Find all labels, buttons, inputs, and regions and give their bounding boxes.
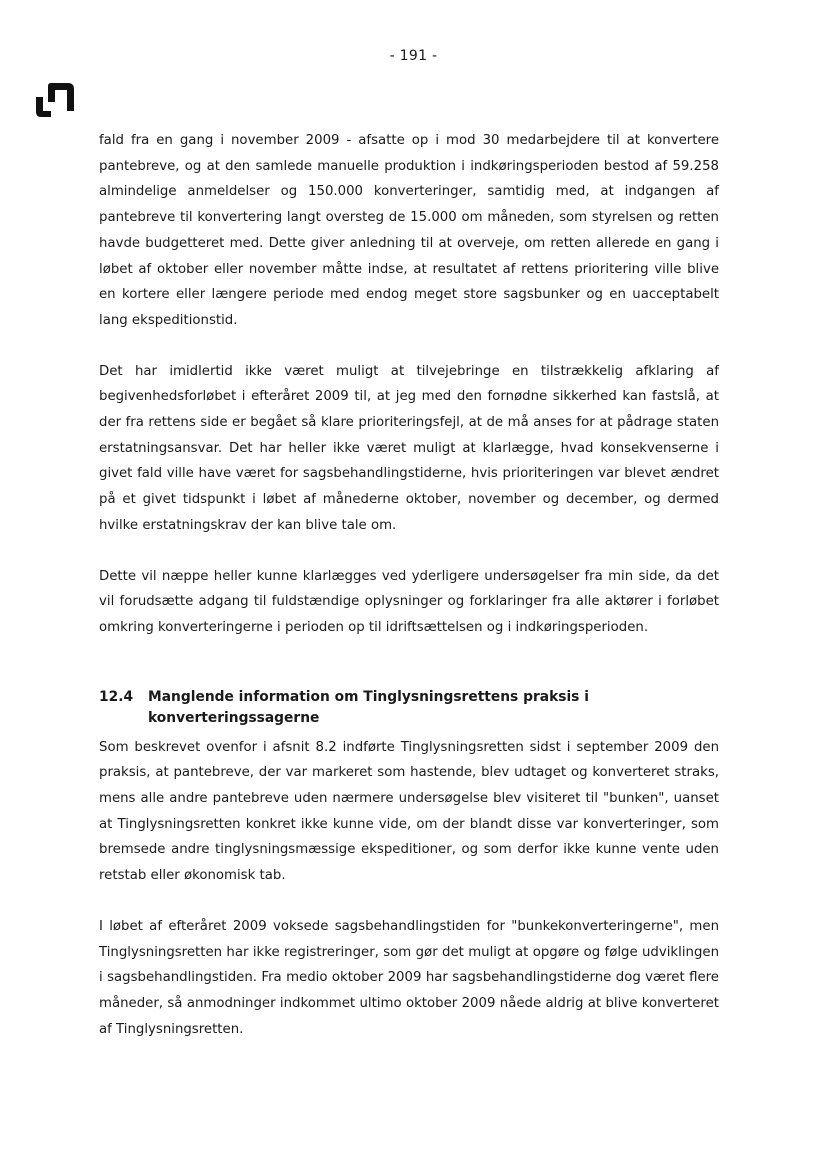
section-heading (99, 687, 719, 729)
main-text (99, 128, 719, 1042)
body-paragraph-2: Det har imidlertid ikke været muligt at tilvejebringe en tilstrækkelig afklaring af begivenhedsforløbet i efteråret 2009 til, at jeg med den fornødne sikkerhed kan fastslå, at der fra rettens side er begået så klare prioriteringsfejl, at de må anses for at pådrage staten erstatningsansvar. Det har heller ikke været muligt at klarlægge, hvad konsekvenserne i givet fald ville have været for sagsbehandlingstiderne, hvis prioriteringen var blevet ændret på et givet tidspunkt i løbet af månederne oktober, november og december, og dermed hvilke erstatningskrav der kan blive tale om. (99, 363, 719, 533)
section-title: Manglende information om Tinglysningsrettens praksis i konverteringssagerne (148, 688, 589, 726)
section-number: 12.4 (99, 688, 134, 705)
body-paragraph-3: Dette vil næppe heller kunne klarlægges ved yderligere undersøgelser fra min side, da det vil forudsætte adgang til fuldstændige oplysninger og forklaringer fra alle aktører i forløbet omkring konverteringerne i perioden op til idriftsættelsen og i indkøringsperioden. (99, 568, 719, 635)
body-paragraph-1: fald fra en gang i november 2009 - afsatte op i mod 30 medarbejdere til at konvertere pantebreve, og at den samlede manuelle produktion i indkøringsperioden bestod af 59.258 almindelige anmeldelser og 150.000 konverteringer, samtidig med, at indgangen af pantebreve til konvertering langt oversteg de 15.000 om måneden, som styrelsen og retten havde budgetteret med. Dette giver anledning til at overveje, om retten allerede en gang i løbet af oktober eller november måtte indse, at resultatet af rettens prioritering ville blive en kortere eller længere periode med endog meget store sagsbunker og en uacceptabelt lang ekspeditionstid. (99, 133, 719, 328)
body-paragraph-4: Som beskrevet ovenfor i afsnit 8.2 indførte Tinglysningsretten sidst i september 2009 den praksis, at pantebreve, der var markeret som hastende, blev udtaget og konverteret straks, mens alle andre pantebreve uden nærmere undersøgelse blev visiteret til "bunken", uanset at Tinglysningsretten konkret ikke kunne vide, om der blandt disse var konverteringer, som bremsede andre tinglysningsmæssige ekspeditioner, og som derfor ikke kunne vente uden retstab eller økonomisk tab. (99, 739, 719, 884)
body-paragraph-5: I løbet af efteråret 2009 voksede sagsbehandlingstiden for "bunkekonverteringerne", men Tinglysningsretten har ikke registreringer, som gør det muligt at opgøre og følge udviklingen i sagsbehandlingstiden. Fra medio oktober 2009 har sagsbehandlingstiderne dog været flere måneder, så anmodninger indkommet ultimo oktober 2009 nåede aldrig at blive konverteret af Tinglysningsretten. (99, 918, 719, 1037)
publisher-logo-icon (34, 82, 76, 118)
page-number: - 191 - (389, 48, 438, 64)
